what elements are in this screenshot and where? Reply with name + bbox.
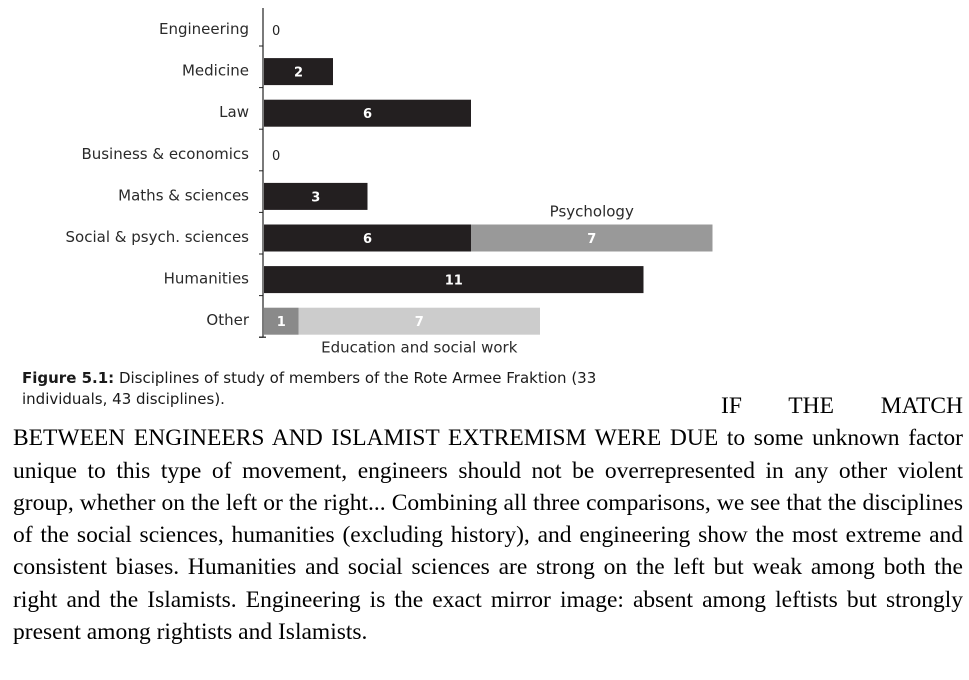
- data-label: 3: [311, 190, 321, 206]
- data-label: 0: [272, 24, 281, 39]
- data-label: 7: [587, 232, 597, 247]
- category-label: Humanities: [163, 269, 249, 288]
- essay-text: [13, 390, 963, 648]
- data-label: 0: [272, 148, 281, 164]
- category-label: Medicine: [181, 61, 249, 80]
- category-label: Law: [219, 103, 249, 122]
- category-label: Maths & sciences: [118, 186, 249, 205]
- data-label: 7: [414, 315, 424, 331]
- data-label: 2: [293, 65, 304, 81]
- category-label: Engineering: [159, 20, 249, 38]
- category-label: Other: [206, 311, 249, 330]
- essay-heading-lead: IF THE MATCH BETWEEN ENGINEERS AND ISLAMIST EXTREMISM WERE DUE: [13, 393, 963, 452]
- category-label: Business & economics: [81, 144, 249, 163]
- segment-annotation: Psychology: [549, 202, 634, 221]
- category-label: Social & psych. sciences: [65, 228, 249, 246]
- data-label: 1: [276, 315, 286, 331]
- caption-text: Disciplines of study of members of the Rote Armee Fraktion (33 individuals, 43 disciplines).: [22, 369, 597, 408]
- data-label: 6: [362, 232, 373, 247]
- segment-annotation: Education and social work: [321, 338, 518, 357]
- data-label: 6: [362, 107, 373, 123]
- data-label: 11: [444, 273, 463, 289]
- caption-label: Figure 5.1:: [22, 369, 115, 387]
- essay-body: to some unknown factor unique to this type of movement, engineers should not be overrepresented in any other violent group, whether on the left or the right... Combining all three comparisons, we see that the disciplines of the social sciences, humanities (excluding history), and engineering show the most extreme and consistent biases. Humanities and social sciences are strong on the left but weak among both the right and the Islamists. Engineering is the exact mirror image: absent among leftists but strongly present among rightists and Islamists.: [13, 425, 964, 646]
